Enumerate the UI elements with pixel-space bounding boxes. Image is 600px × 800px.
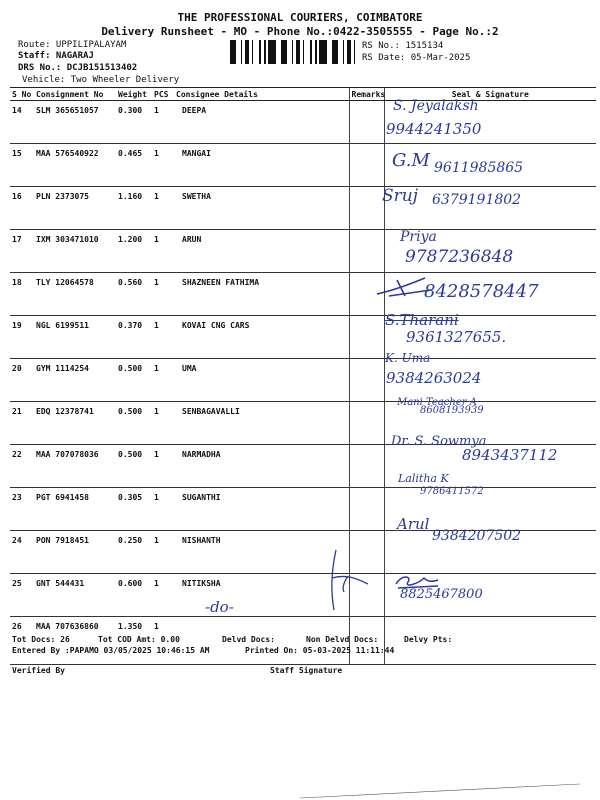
signature-row-17: Priya: [400, 229, 437, 245]
cell-remarks: [349, 101, 384, 144]
barcode-icon: [230, 40, 357, 64]
cell-consignment-no: MAA 576540922: [34, 144, 116, 187]
barcode-bar: [273, 40, 276, 64]
barcode-bar: [332, 40, 335, 64]
cell-weight: 0.465: [116, 144, 152, 187]
signature-row-16: Sruj: [382, 186, 418, 206]
cell-consignee: NITIKSHA: [174, 574, 349, 617]
cell-weight: 1.160: [116, 187, 152, 230]
table-row: [10, 488, 596, 531]
cell-pcs: 1: [152, 402, 174, 445]
runsheet-subtitle: Delivery Runsheet - MO - Phone No.:0422-3505555 - Page No.:2: [101, 25, 499, 38]
signature-row-14: S. Jeyalaksh: [393, 98, 479, 114]
barcode-bar: [319, 40, 322, 64]
phone-row-22: 8943437112: [462, 446, 558, 464]
cell-remarks: [349, 402, 384, 445]
entered-by: Entered By :PAPAMO 03/05/2025 10:46:15 AM: [12, 646, 210, 655]
vehicle-label: Vehicle: Two Wheeler Delivery: [22, 75, 180, 85]
barcode-bar: [324, 40, 327, 64]
cell-pcs: 1: [152, 187, 174, 230]
delivery-points: Delvy Pts:: [404, 635, 453, 644]
cell-sno: 16: [10, 187, 34, 230]
cell-consignment-no: MAA 707078036: [34, 445, 116, 488]
cell-consignment-no: PGT 6941458: [34, 488, 116, 531]
cell-remarks: [349, 187, 384, 230]
cell-sno: 19: [10, 316, 34, 359]
signature-row-19: S.Tharani: [385, 311, 459, 329]
cell-weight: 0.500: [116, 445, 152, 488]
barcode-bar: [303, 40, 304, 64]
cell-sno: 14: [10, 101, 34, 144]
col-header-weight: Weight: [116, 88, 152, 101]
cell-sno: 24: [10, 531, 34, 574]
verified-by: Verified By: [12, 666, 65, 675]
barcode-bar: [335, 40, 338, 64]
barcode-bar: [292, 40, 293, 64]
signature-row-20: K. Uma: [385, 351, 431, 365]
cell-sno: 25: [10, 574, 34, 617]
delivered-docs: Delvd Docs:: [222, 635, 275, 644]
barcode-bar: [299, 40, 300, 64]
cell-consignee: KOVAI CNG CARS: [174, 316, 349, 359]
phone-row-16: 6379191802: [432, 192, 522, 208]
col-header-consignee: Consignee Details: [174, 88, 349, 101]
cell-weight: 0.305: [116, 488, 152, 531]
cell-sno: 22: [10, 445, 34, 488]
rs-date: RS Date: 05-Mar-2025: [362, 53, 471, 63]
staff-label: Staff: NAGARAJ: [18, 51, 94, 61]
barcode-bar: [230, 40, 233, 64]
cell-consignee: NARMADHA: [174, 445, 349, 488]
barcode-bar: [248, 40, 249, 64]
company-title: THE PROFESSIONAL COURIERS, COIMBATORE: [177, 11, 423, 24]
cell-consignee: DEEPA: [174, 101, 349, 144]
cell-remarks: [349, 230, 384, 273]
barcode-bar: [252, 40, 253, 64]
cell-weight: 0.600: [116, 574, 152, 617]
cell-sno: 21: [10, 402, 34, 445]
barcode-bar: [259, 40, 261, 64]
col-header-pcs: PCS: [152, 88, 174, 101]
cell-consignee: NISHANTH: [174, 531, 349, 574]
signature-row-22: Dr. S. Sowmya: [391, 434, 487, 449]
barcode-bar: [347, 40, 350, 64]
col-header-remarks: Remarks: [349, 88, 384, 101]
cell-pcs: 1: [152, 101, 174, 144]
cell-weight: 0.500: [116, 359, 152, 402]
cell-consignment-no: EDQ 12378741: [34, 402, 116, 445]
cell-consignee: MANGAI: [174, 144, 349, 187]
cell-consignee: SUGANTHI: [174, 488, 349, 531]
cell-pcs: 1: [152, 445, 174, 488]
barcode-bar: [310, 40, 312, 64]
cell-pcs: 1: [152, 273, 174, 316]
barcode-bar: [264, 40, 266, 64]
col-header-consignment: Consignment No: [34, 88, 116, 101]
cell-consignment-no: PLN 2373075: [34, 187, 116, 230]
cell-consignee: SHAZNEEN FATHIMA: [174, 273, 349, 316]
table-row: [10, 574, 596, 617]
cell-consignee: ARUN: [174, 230, 349, 273]
phone-row-18: 8428578447: [424, 281, 539, 302]
cell-weight: 0.250: [116, 531, 152, 574]
barcode-bar: [241, 40, 242, 64]
barcode-bar: [281, 40, 284, 64]
total-docs: Tot Docs: 26: [12, 635, 70, 644]
non-delivered-docs: Non Delvd Docs:: [306, 635, 379, 644]
barcode-bar: [245, 40, 248, 64]
barcode-bar: [343, 40, 344, 64]
cell-consignee: SENBAGAVALLI: [174, 402, 349, 445]
phone-row-23: 9786411572: [420, 486, 484, 497]
table-row: [10, 316, 596, 359]
cell-remarks: [349, 359, 384, 402]
col-header-sno: S No: [10, 88, 34, 101]
barcode-bar: [268, 40, 271, 64]
cell-consignment-no: GYM 1114254: [34, 359, 116, 402]
phone-row-15: 9611985865: [434, 160, 524, 176]
cell-consignment-no: PON 7918451: [34, 531, 116, 574]
table-header-row: [10, 88, 596, 101]
cell-pcs: 1: [152, 617, 174, 665]
phone-row-17: 9787236848: [405, 247, 514, 267]
cell-weight: 0.370: [116, 316, 152, 359]
barcode-bar: [354, 40, 355, 64]
signature-row-21: Mani Teacher A: [397, 397, 477, 408]
cell-remarks: [349, 144, 384, 187]
barcode-bar: [322, 40, 324, 64]
cell-consignee: UMA: [174, 359, 349, 402]
table-row: [10, 101, 596, 144]
cell-sno: 26: [10, 617, 34, 665]
cell-pcs: 1: [152, 316, 174, 359]
cell-consignment-no: GNT 544431: [34, 574, 116, 617]
cell-consignment-no: MAA 707636860: [34, 617, 116, 665]
phone-row-20: 9384263024: [386, 369, 482, 387]
barcode-bar: [350, 40, 351, 64]
bracket-scribble-rows-25-26: [318, 548, 388, 618]
cell-sno: 20: [10, 359, 34, 402]
cell-weight: 0.500: [116, 402, 152, 445]
table-row: [10, 402, 596, 445]
cell-weight: 1.350: [116, 617, 152, 665]
cell-weight: 0.300: [116, 101, 152, 144]
cell-weight: 1.200: [116, 230, 152, 273]
route-label: Route: UPPILIPALAYAM: [18, 40, 127, 50]
total-cod: Tot COD Amt: 0.00: [98, 635, 180, 644]
phone-row-21: 8608193939: [420, 405, 484, 416]
rs-number: RS No.: 1515134: [362, 41, 444, 51]
phone-row-14: 9944241350: [386, 120, 482, 138]
cell-pcs: 1: [152, 144, 174, 187]
cell-sno: 23: [10, 488, 34, 531]
cell-consignment-no: NGL 6199511: [34, 316, 116, 359]
cell-weight: 0.560: [116, 273, 152, 316]
cell-consignment-no: SLM 365651057: [34, 101, 116, 144]
cell-pcs: 1: [152, 488, 174, 531]
cell-remarks: [349, 445, 384, 488]
drs-number: DRS No.: DCJB151513402: [18, 63, 138, 73]
signature-row-24: Arul: [397, 515, 430, 533]
barcode-bar: [315, 40, 317, 64]
cell-sno: 17: [10, 230, 34, 273]
cell-consignment-no: TLY 12064578: [34, 273, 116, 316]
cell-pcs: 1: [152, 359, 174, 402]
barcode-bar: [271, 40, 273, 64]
table-row: [10, 359, 596, 402]
page-edge-line: [300, 780, 600, 800]
col-header-signature: Seal & Signature: [384, 88, 596, 101]
ditto-mark: -do-: [205, 598, 234, 616]
printed-on: Printed On: 05-03-2025 11:11:44: [245, 646, 395, 655]
phone-row-26: 8825467800: [400, 587, 483, 602]
staff-signature: Staff Signature: [270, 666, 343, 675]
phone-row-24: 9384207502: [432, 528, 522, 544]
cell-pcs: 1: [152, 230, 174, 273]
cell-consignment-no: IXM 303471010: [34, 230, 116, 273]
barcode-bar: [296, 40, 299, 64]
cell-consignee: SWETHA: [174, 187, 349, 230]
signature-row-15: G.M: [392, 150, 430, 171]
cell-remarks: [349, 488, 384, 531]
barcode-bar: [284, 40, 287, 64]
cell-sno: 18: [10, 273, 34, 316]
cell-pcs: 1: [152, 531, 174, 574]
phone-row-19: 9361327655.: [406, 328, 507, 346]
barcode-bar: [233, 40, 236, 64]
cell-sno: 15: [10, 144, 34, 187]
cell-pcs: 1: [152, 574, 174, 617]
signature-row-23: Lalitha K: [398, 472, 449, 485]
cell-remarks: [349, 316, 384, 359]
